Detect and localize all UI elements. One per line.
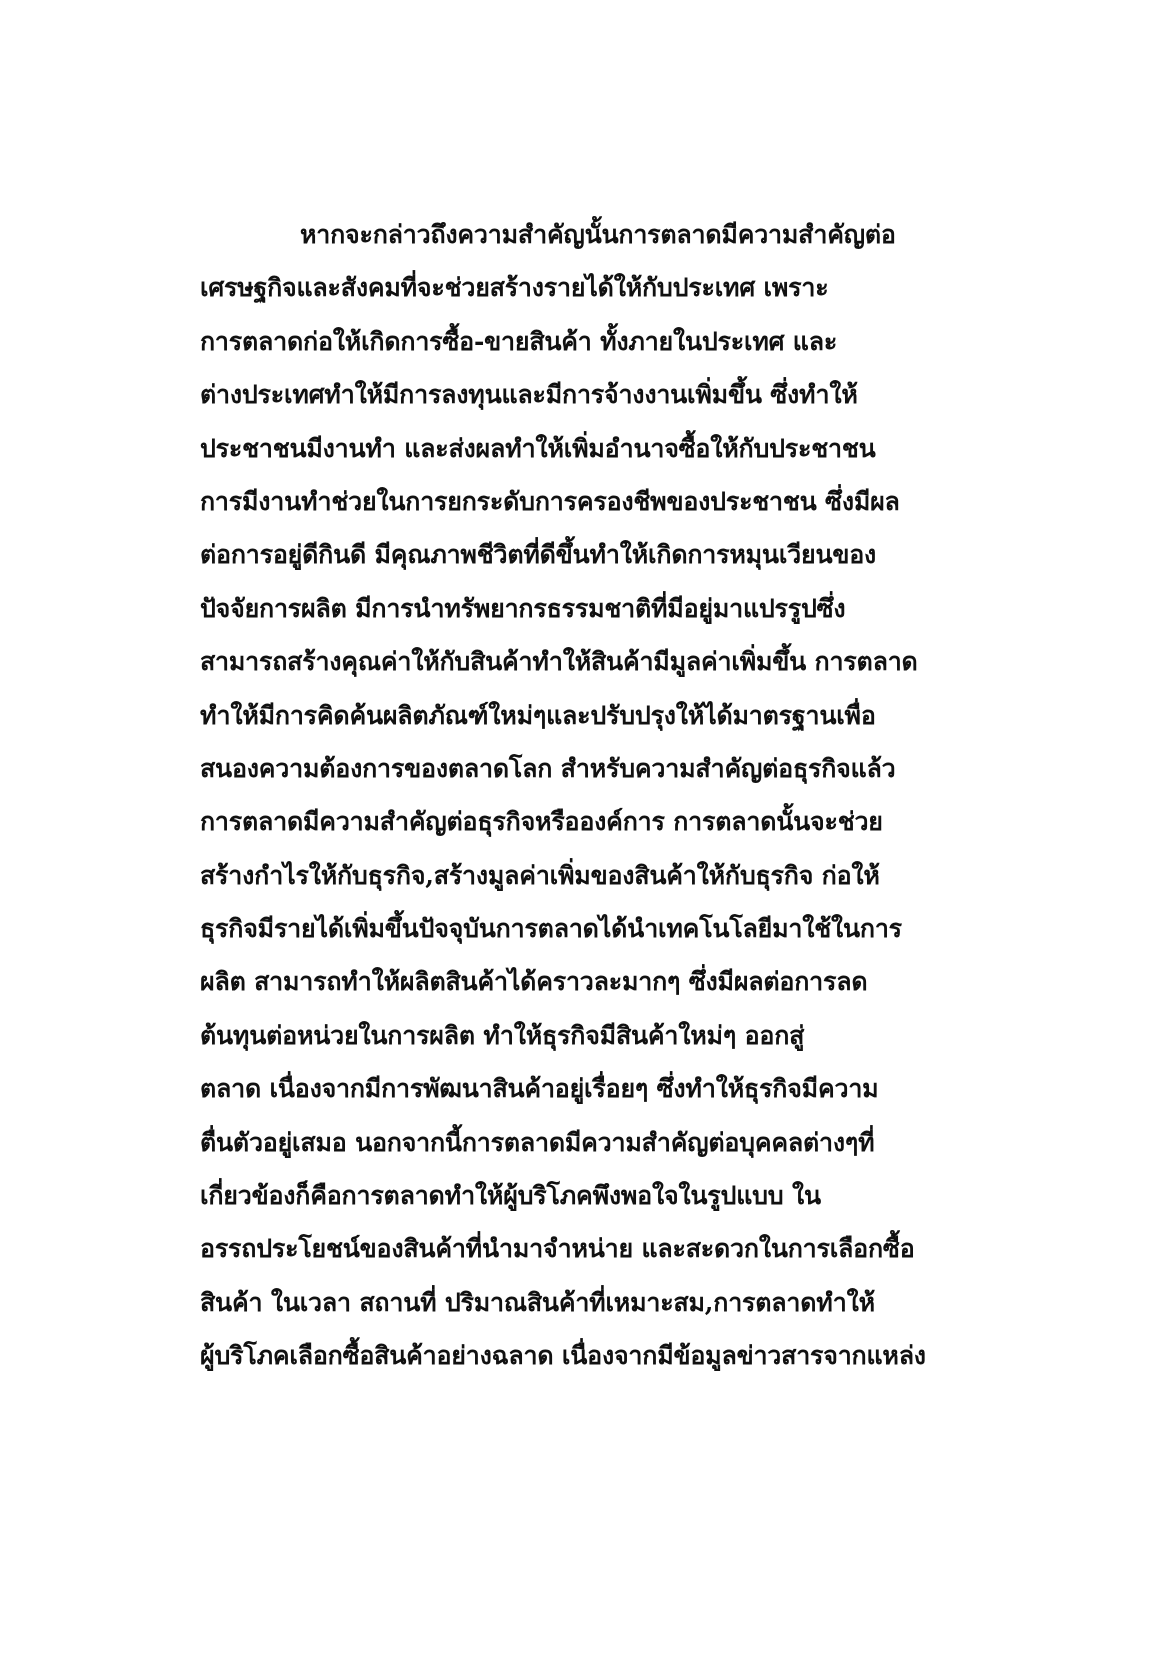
text-line: ผลิต สามารถทำให้ผลิตสินค้าได้คราวละมากๆ ซึ่งมีผลต่อการลด: [200, 967, 868, 997]
text-line: สินค้า ในเวลา สถานที่ ปริมาณสินค้าที่เหมาะสม,การตลาดทำให้: [200, 1287, 875, 1317]
text-line: การมีงานทำช่วยในการยกระดับการครองชีพของประชาชน ซึ่งมีผล: [200, 486, 900, 516]
text-line: ต้นทุนต่อหน่วยในการผลิต ทำให้ธุรกิจมีสินค้าใหม่ๆ ออกสู่: [200, 1020, 805, 1050]
body-paragraph: [200, 208, 970, 1383]
text-line: เศรษฐกิจและสังคมที่จะช่วยสร้างรายได้ให้กับประเทศ เพราะ: [200, 273, 829, 303]
text-line: ต่อการอยู่ดีกินดี มีคุณภาพชีวิตที่ดีขึ้นทำให้เกิดการหมุนเวียนของ: [200, 540, 877, 570]
text-line: ผู้บริโภคเลือกซื้อสินค้าอย่างฉลาด เนื่องจากมีข้อมูลข่าวสารจากแหล่ง: [200, 1341, 926, 1371]
text-line: ตื่นตัวอยู่เสมอ นอกจากนี้การตลาดมีความสำคัญต่อบุคคลต่างๆที่: [200, 1127, 875, 1157]
text-line: ธุรกิจมีรายได้เพิ่มขึ้นปัจจุบันการตลาดได้นำเทคโนโลยีมาใช้ในการ: [200, 914, 902, 944]
text-line: อรรถประโยชน์ของสินค้าที่นำมาจำหน่าย และสะดวกในการเลือกซื้อ: [200, 1234, 915, 1264]
text-line: เกี่ยวข้องก็คือการตลาดทำให้ผู้บริโภคพึงพอใจในรูปแบบ ใน: [200, 1181, 821, 1211]
text-line: สามารถสร้างคุณค่าให้กับสินค้าทำให้สินค้ามีมูลค่าเพิ่มขึ้น การตลาด: [200, 647, 918, 677]
text-line: การตลาดมีความสำคัญต่อธุรกิจหรือองค์การ การตลาดนั้นจะช่วย: [200, 807, 883, 837]
text-line: สร้างกำไรให้กับธุรกิจ,สร้างมูลค่าเพิ่มของสินค้าให้กับธุรกิจ ก่อให้: [200, 860, 880, 890]
text-line: การตลาดก่อให้เกิดการซื้อ-ขายสินค้า ทั้งภายในประเทศ และ: [200, 326, 838, 356]
text-line: ทำให้มีการคิดค้นผลิตภัณฑ์ใหม่ๆและปรับปรุงให้ได้มาตรฐานเพื่อ: [200, 700, 876, 730]
text-line: สนองความต้องการของตลาดโลก สำหรับความสำคัญต่อธุรกิจแล้ว: [200, 753, 896, 783]
text-line: ตลาด เนื่องจากมีการพัฒนาสินค้าอยู่เรื่อยๆ ซึ่งทำให้ธุรกิจมีความ: [200, 1074, 879, 1104]
text-line: ต่างประเทศทำให้มีการลงทุนและมีการจ้างงานเพิ่มขึ้น ซึ่งทำให้: [200, 380, 858, 410]
text-line: หากจะกล่าวถึงความสำคัญนั้นการตลาดมีความสำคัญต่อ: [300, 220, 896, 249]
text-line: ประชาชนมีงานทำ และส่งผลทำให้เพิ่มอำนาจซื้อให้กับประชาชน: [200, 433, 876, 463]
text-line: ปัจจัยการผลิต มีการนำทรัพยากรธรรมชาติที่มีอยู่มาแปรรูปซึ่ง: [200, 593, 846, 623]
